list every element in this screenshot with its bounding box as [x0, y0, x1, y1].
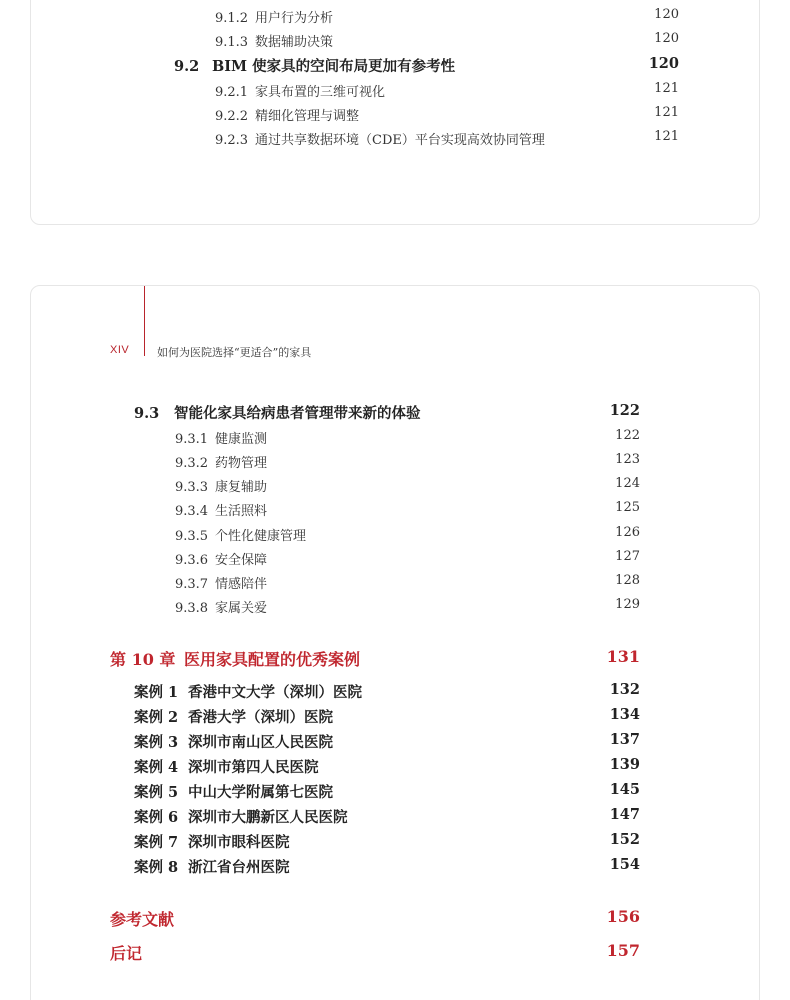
- case-title: 香港大学（深圳）医院: [188, 709, 333, 726]
- entry-page: 121: [654, 105, 679, 120]
- case-page: 137: [609, 731, 640, 748]
- header-divider: [144, 286, 145, 356]
- toc-page-top: [30, 0, 760, 225]
- toc-section[interactable]: [174, 55, 455, 76]
- toc-case[interactable]: [134, 681, 362, 702]
- toc-entry[interactable]: [175, 573, 267, 592]
- case-title: 香港中文大学（深圳）医院: [188, 684, 362, 701]
- running-header-title: 如何为医院选择“更适合”的家具: [157, 346, 312, 359]
- entry-number: 9.3.2: [175, 456, 209, 471]
- toc-afterword[interactable]: [110, 941, 142, 964]
- toc-case[interactable]: [134, 781, 333, 802]
- section-title: BIM 使家具的空间布局更加有参考性: [212, 58, 456, 75]
- references-page: 156: [606, 907, 640, 926]
- entry-number: 9.2.3: [215, 133, 249, 148]
- entry-page: 120: [654, 7, 679, 22]
- toc-entry[interactable]: [215, 81, 385, 100]
- entry-number: 9.3.1: [175, 432, 209, 447]
- toc-chapter[interactable]: [110, 647, 360, 670]
- entry-page: 121: [654, 81, 679, 96]
- afterword-page: 157: [606, 941, 640, 960]
- toc-case[interactable]: [134, 856, 290, 877]
- case-label: 案例 8: [134, 859, 179, 876]
- entry-title: 通过共享数据环境（CDE）平台实现高效协同管理: [255, 133, 545, 148]
- entry-page: 122: [615, 428, 640, 443]
- entry-title: 家属关爱: [215, 601, 268, 616]
- entry-title: 用户行为分析: [255, 11, 334, 26]
- entry-number: 9.2.2: [215, 109, 249, 124]
- entry-title: 康复辅助: [215, 480, 268, 495]
- toc-entry[interactable]: [215, 7, 333, 26]
- entry-number: 9.3.3: [175, 480, 209, 495]
- toc-section[interactable]: [134, 402, 421, 423]
- case-page: 152: [609, 831, 640, 848]
- toc-entry[interactable]: [175, 476, 267, 495]
- entry-number: 9.2.1: [215, 85, 249, 100]
- case-page: 154: [609, 856, 640, 873]
- toc-entry[interactable]: [215, 105, 359, 124]
- entry-page: 128: [615, 573, 640, 588]
- entry-number: 9.1.3: [215, 35, 249, 50]
- entry-number: 9.3.4: [175, 504, 209, 519]
- case-title: 中山大学附属第七医院: [188, 784, 333, 801]
- entry-title: 个性化健康管理: [215, 529, 307, 544]
- case-title: 浙江省台州医院: [188, 859, 290, 876]
- references-title: 参考文献: [110, 910, 175, 929]
- entry-number: 9.3.8: [175, 601, 209, 616]
- entry-title: 健康监测: [215, 432, 268, 447]
- entry-title: 家具布置的三维可视化: [255, 85, 386, 100]
- chapter-label: 第 10 章: [110, 650, 176, 669]
- toc-entry[interactable]: [175, 525, 306, 544]
- case-title: 深圳市大鹏新区人民医院: [188, 809, 348, 826]
- case-title: 深圳市眼科医院: [188, 834, 290, 851]
- chapter-page: 131: [606, 647, 640, 666]
- entry-number: 9.3.6: [175, 553, 209, 568]
- case-label: 案例 3: [134, 734, 179, 751]
- case-page: 139: [609, 756, 640, 773]
- case-label: 案例 5: [134, 784, 179, 801]
- toc-case[interactable]: [134, 806, 348, 827]
- case-label: 案例 1: [134, 684, 179, 701]
- case-page: 132: [609, 681, 640, 698]
- toc-references[interactable]: [110, 907, 174, 930]
- case-page: 145: [609, 781, 640, 798]
- case-title: 深圳市南山区人民医院: [188, 734, 333, 751]
- toc-entry[interactable]: [175, 597, 267, 616]
- case-title: 深圳市第四人民医院: [188, 759, 319, 776]
- toc-entry[interactable]: [175, 500, 267, 519]
- entry-page: 121: [654, 129, 679, 144]
- case-label: 案例 7: [134, 834, 179, 851]
- case-label: 案例 6: [134, 809, 179, 826]
- entry-title: 生活照料: [215, 504, 268, 519]
- case-page: 134: [609, 706, 640, 723]
- case-label: 案例 4: [134, 759, 179, 776]
- toc-case[interactable]: [134, 756, 319, 777]
- entry-number: 9.3.7: [175, 577, 209, 592]
- entry-title: 精细化管理与调整: [255, 109, 360, 124]
- case-label: 案例 2: [134, 709, 179, 726]
- toc-case[interactable]: [134, 831, 290, 852]
- page-number: XIV: [110, 344, 130, 356]
- entry-page: 127: [615, 549, 640, 564]
- toc-entry[interactable]: [215, 31, 333, 50]
- entry-page: 124: [615, 476, 640, 491]
- toc-page-bottom: [30, 285, 760, 1000]
- toc-case[interactable]: [134, 731, 333, 752]
- entry-title: 药物管理: [215, 456, 268, 471]
- entry-number: 9.3.5: [175, 529, 209, 544]
- toc-entry[interactable]: [175, 428, 267, 447]
- toc-case[interactable]: [134, 706, 333, 727]
- section-page: 122: [609, 402, 640, 419]
- entry-title: 情感陪伴: [215, 577, 268, 592]
- section-page: 120: [648, 55, 679, 72]
- toc-entry[interactable]: [215, 129, 545, 148]
- toc-entry[interactable]: [175, 452, 267, 471]
- entry-page: 123: [615, 452, 640, 467]
- afterword-title: 后记: [110, 944, 143, 963]
- entry-page: 125: [615, 500, 640, 515]
- entry-title: 数据辅助决策: [255, 35, 334, 50]
- section-number: 9.3: [134, 405, 160, 422]
- toc-entry[interactable]: [175, 549, 267, 568]
- section-title: 智能化家具给病患者管理带来新的体验: [174, 405, 421, 422]
- entry-page: 126: [615, 525, 640, 540]
- case-page: 147: [609, 806, 640, 823]
- entry-title: 安全保障: [215, 553, 268, 568]
- entry-page: 129: [615, 597, 640, 612]
- chapter-title: 医用家具配置的优秀案例: [184, 650, 361, 669]
- section-number: 9.2: [174, 58, 200, 75]
- entry-number: 9.1.2: [215, 11, 249, 26]
- entry-page: 120: [654, 31, 679, 46]
